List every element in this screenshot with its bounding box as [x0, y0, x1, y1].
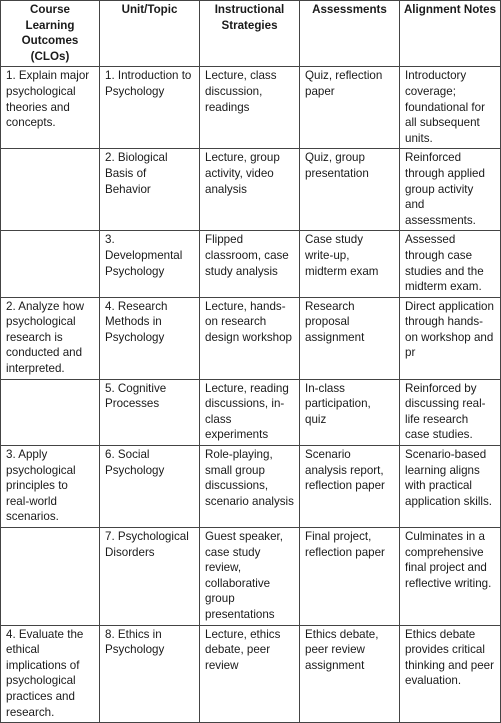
cell-strategies: Flipped classroom, case study analysis [200, 231, 300, 297]
cell-notes: Culminates in a comprehensive final project and reflective writing. [400, 528, 501, 626]
cell-assessments: Scenario analysis report, reflection paper [300, 446, 400, 528]
cell-notes: Assessed through case studies and the midterm exam. [400, 231, 501, 297]
cell-assessments: Case study write-up, midterm exam [300, 231, 400, 297]
table-row [1, 67, 501, 149]
table-row [1, 149, 501, 231]
cell-strategies: Lecture, group activity, video analysis [200, 149, 300, 231]
table-row [1, 297, 501, 379]
cell-notes: Reinforced by discussing real-life research case studies. [400, 379, 501, 445]
header-unit-topic: Unit/Topic [100, 1, 200, 67]
cell-strategies: Lecture, reading discussions, in-class experiments [200, 379, 300, 445]
cell-clo: 3. Apply psychological principles to real-world scenarios. [1, 446, 100, 528]
header-assessments: Assessments [300, 1, 400, 67]
cell-unit: 5. Cognitive Processes [100, 379, 200, 445]
table-row [1, 379, 501, 445]
cell-assessments: In-class participation, quiz [300, 379, 400, 445]
cell-notes: Scenario-based learning aligns with practical application skills. [400, 446, 501, 528]
cell-clo: 1. Explain major psychological theories and concepts. [1, 67, 100, 149]
cell-notes: Ethics debate provides critical thinking and peer evaluation. [400, 625, 501, 723]
cell-unit: 3. Developmental Psychology [100, 231, 200, 297]
cell-notes: Introductory coverage; foundational for all subsequent units. [400, 67, 501, 149]
cell-unit: 1. Introduction to Psychology [100, 67, 200, 149]
table-row [1, 528, 501, 626]
cell-clo: 4. Evaluate the ethical implications of psychological practices and research. [1, 625, 100, 723]
cell-strategies: Guest speaker, case study review, collaborative group presentations [200, 528, 300, 626]
cell-unit: 6. Social Psychology [100, 446, 200, 528]
cell-strategies: Lecture, ethics debate, peer review [200, 625, 300, 723]
table-row [1, 231, 501, 297]
cell-assessments: Quiz, reflection paper [300, 67, 400, 149]
table-header-row [1, 1, 501, 67]
cell-notes[interactable] [400, 149, 501, 231]
cell-unit: 4. Research Methods in Psychology [100, 297, 200, 379]
header-instructional-strategies: Instructional Strategies [200, 1, 300, 67]
cell-clo [1, 528, 100, 626]
cell-strategies: Role-playing, small group discussions, scenario analysis [200, 446, 300, 528]
cell-assessments: Quiz, group presentation [300, 149, 400, 231]
cell-assessments: Final project, reflection paper [300, 528, 400, 626]
header-clos: Course Learning Outcomes (CLOs) [1, 1, 100, 67]
cell-notes: Direct application through hands-on workshop and pr [400, 297, 501, 379]
cell-unit: 7. Psychological Disorders [100, 528, 200, 626]
cell-assessments: Ethics debate, peer review assignment [300, 625, 400, 723]
table-row [1, 625, 501, 723]
cell-unit: 2. Biological Basis of Behavior [100, 149, 200, 231]
table-row [1, 446, 501, 528]
cell-strategies: Lecture, class discussion, readings [200, 67, 300, 149]
cell-clo [1, 231, 100, 297]
cell-notes-text: Reinforced through applied group activity and assessments. [405, 151, 485, 227]
cell-assessments: Research proposal assignment [300, 297, 400, 379]
cell-strategies: Lecture, hands-on research design workshop [200, 297, 300, 379]
cell-unit: 8. Ethics in Psychology [100, 625, 200, 723]
cell-clo: 2. Analyze how psychological research is conducted and interpreted. [1, 297, 100, 379]
cell-clo [1, 379, 100, 445]
header-alignment-notes: Alignment Notes [400, 1, 501, 67]
cell-clo [1, 149, 100, 231]
